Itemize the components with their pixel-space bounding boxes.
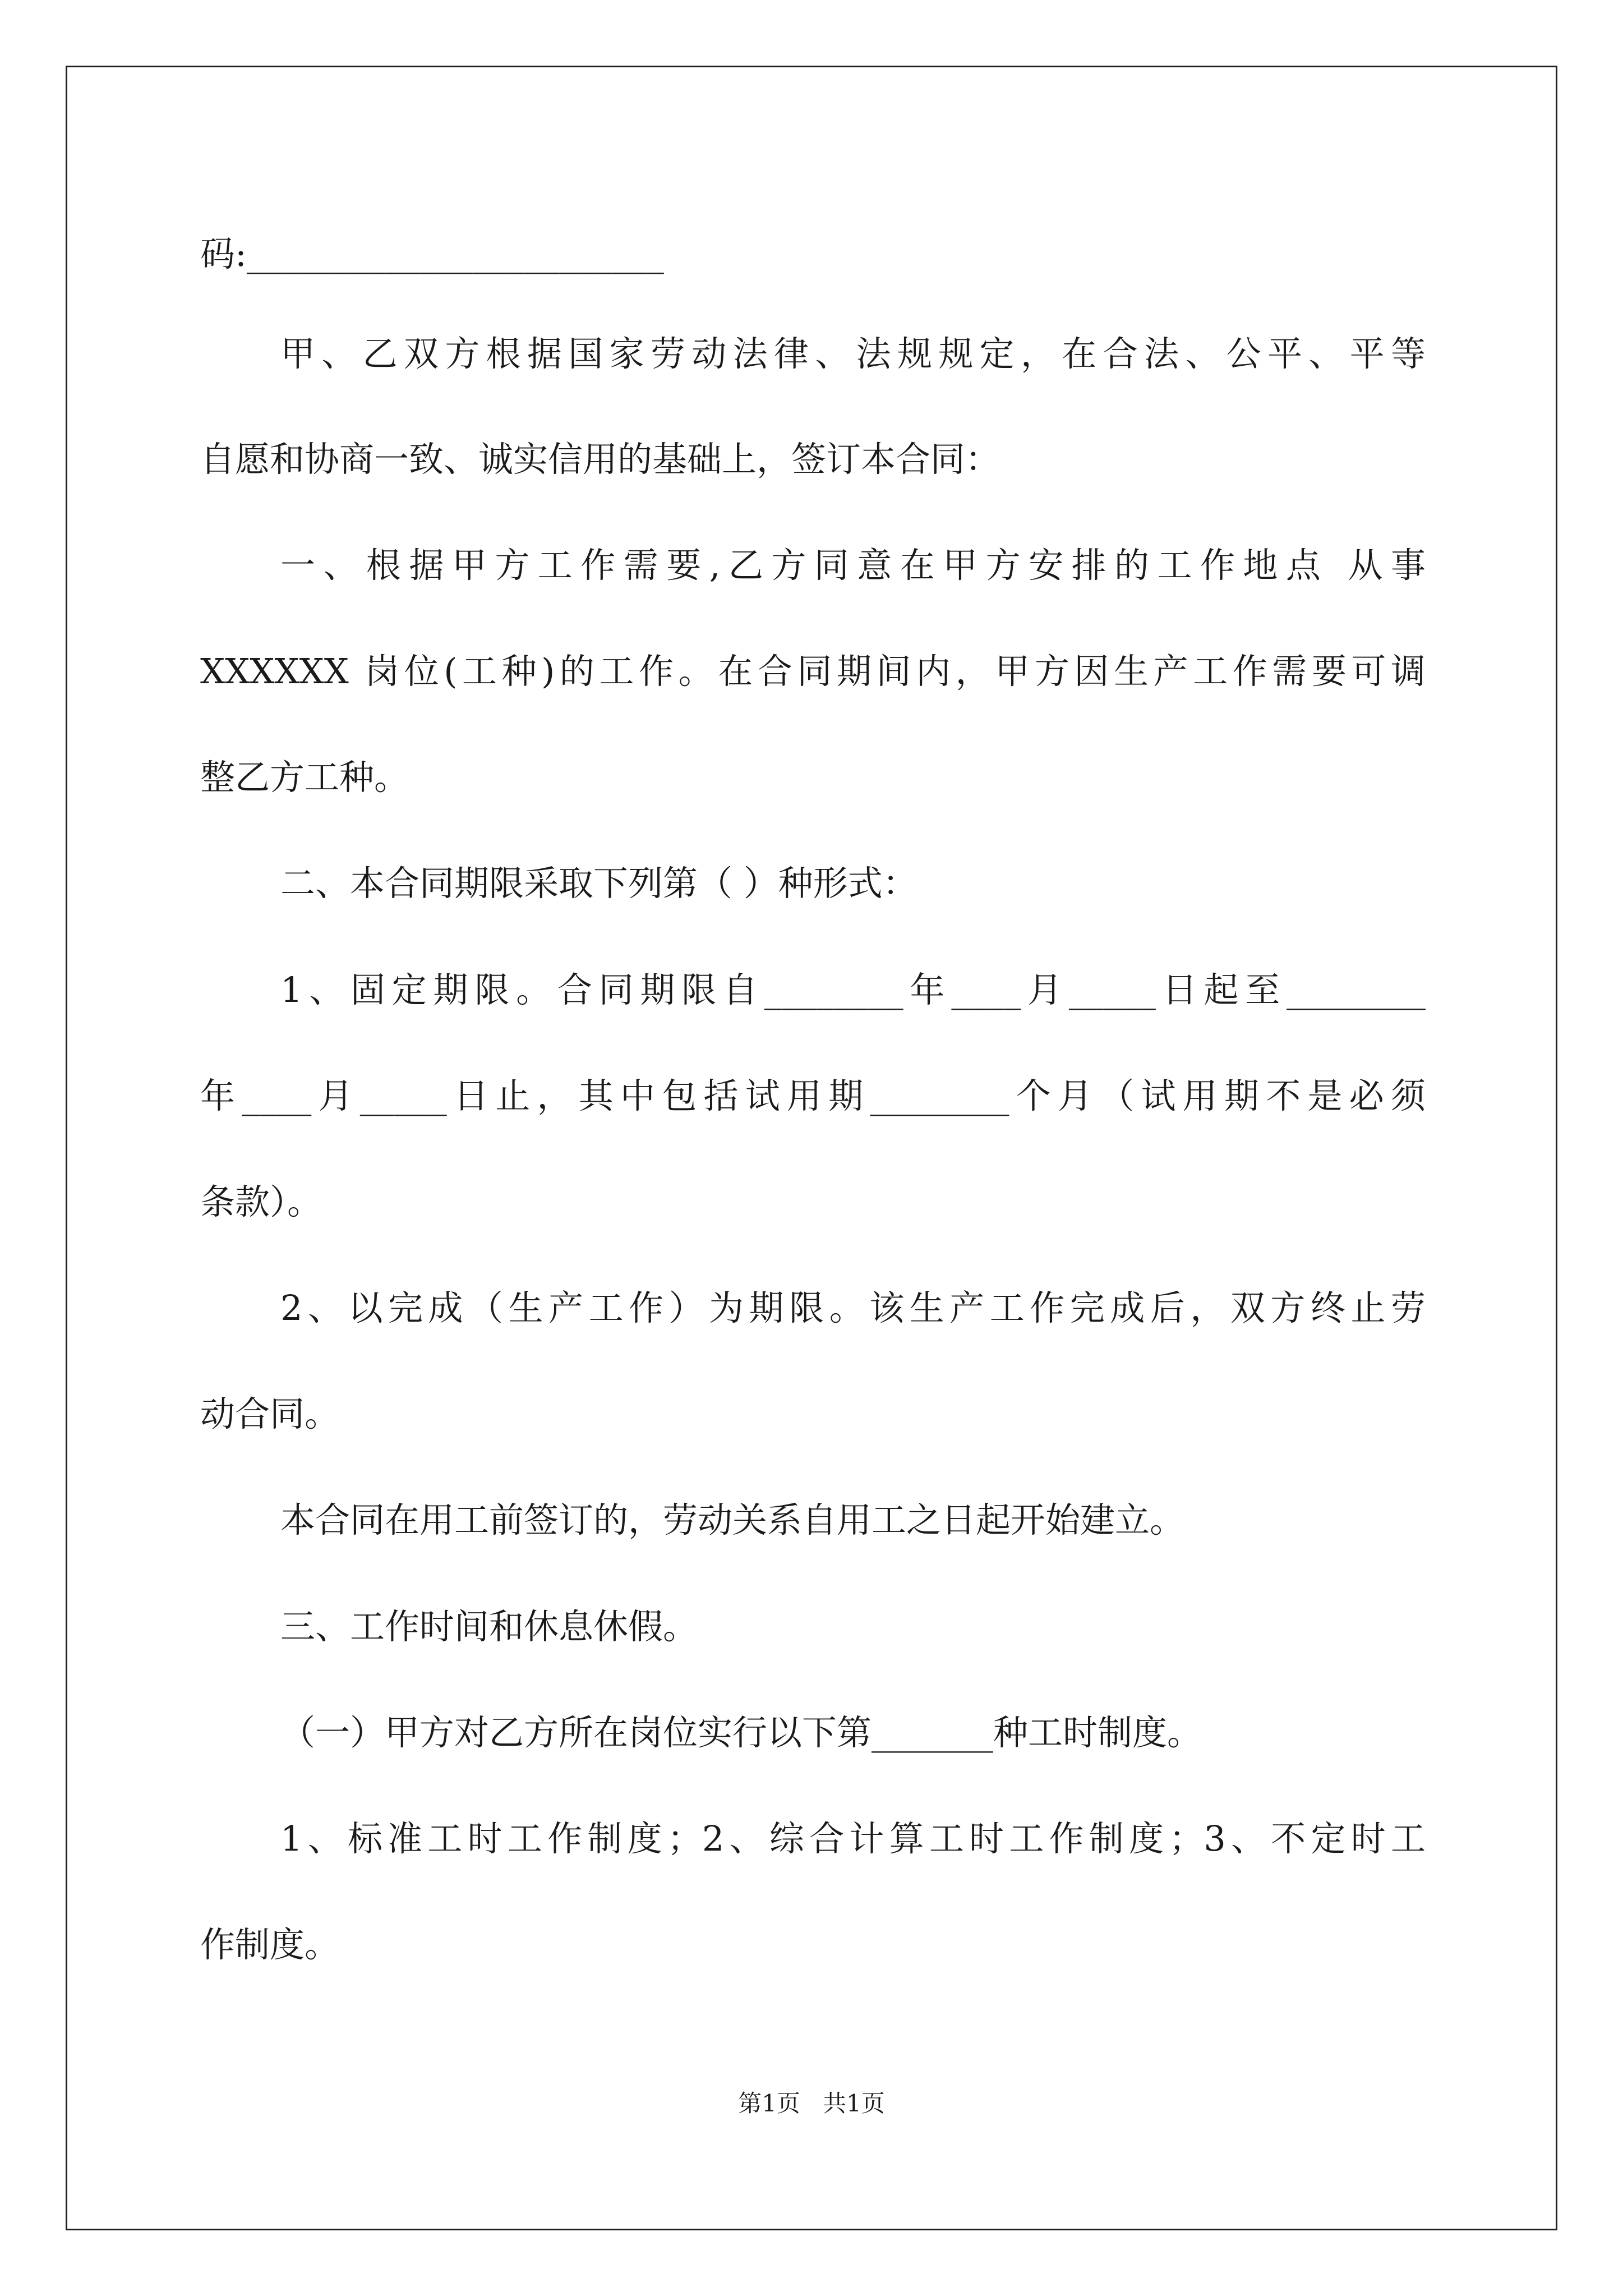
text-line-fixed-term-1: 1、固定期限。合同期限自________年____月_____日起至________	[280, 969, 1426, 1010]
text-line-fixed-term-3: 条款）。	[200, 1181, 322, 1222]
text-line-task-term-1: 2、以完成（生产工作）为期限。该生产工作完成后，双方终止劳	[280, 1287, 1426, 1328]
text-line-work-hours-options-2: 作制度。	[200, 1924, 340, 1965]
page-border	[66, 66, 1557, 2230]
text-line-fixed-term-2: 年____月_____日止，其中包括试用期________个月（试用期不是必须	[200, 1075, 1426, 1116]
text-line-relation-start: 本合同在用工前签订的，劳动关系自用工之日起开始建立。	[280, 1499, 1185, 1540]
text-line-preamble-1: 甲、乙双方根据国家劳动法律、法规规定，在合法、公平、平等	[280, 333, 1426, 374]
text-line-task-term-2: 动合同。	[200, 1393, 340, 1434]
text-line-clause-2-heading: 二、本合同期限采取下列第（ ）种形式：	[280, 863, 917, 904]
text-line-work-hours-options-1: 1、标准工时工作制度；2、综合计算工时工作制度；3、不定时工	[280, 1818, 1426, 1859]
text-line-clause-1b: XXXXXX 岗位(工种)的工作。在合同期间内，甲方因生产工作需要可调	[200, 651, 1426, 692]
text-line-clause-3-heading: 三、工作时间和休息休假。	[280, 1606, 698, 1647]
text-line-clause-1c: 整乙方工种。	[200, 757, 409, 798]
page-number-footer: 第1页 共1页	[738, 2090, 885, 2117]
text-line-preamble-2: 自愿和协商一致、诚实信用的基础上，签订本合同：	[200, 439, 1000, 480]
text-line-clause-1a: 一、根据甲方工作需要,乙方同意在甲方安排的工作地点 从事	[280, 545, 1426, 586]
text-line-work-hours-system: （一）甲方对乙方所在岗位实行以下第_______种工时制度。	[280, 1712, 1202, 1753]
text-line-employee-code: 码:________________________	[200, 233, 664, 274]
